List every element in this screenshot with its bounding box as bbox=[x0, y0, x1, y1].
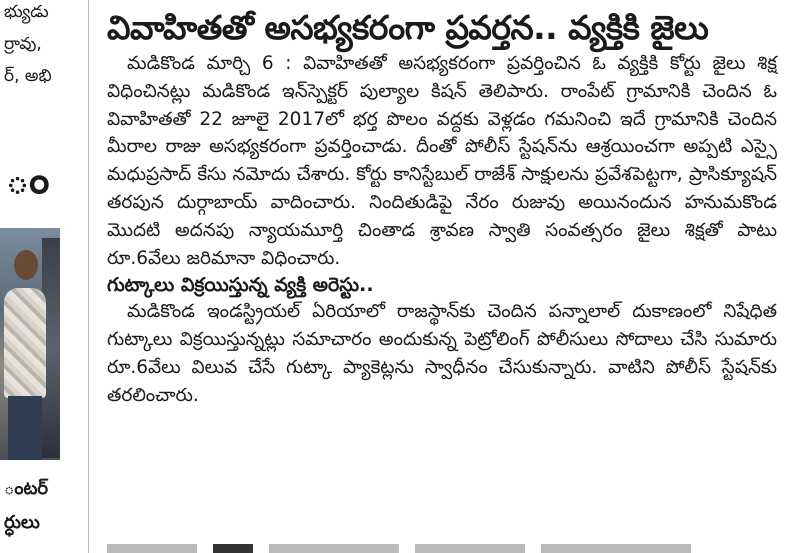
photo-person-shirt bbox=[4, 288, 46, 398]
photo-person-jeans bbox=[8, 396, 42, 460]
left-caption-fragment: ర్ధులు bbox=[4, 512, 40, 533]
news-article bbox=[107, 0, 777, 410]
article-headline: వివాహితతో అసభ్యకరంగా ప్రవర్తన.. వ్యక్తికి జైలు bbox=[107, 8, 709, 47]
left-text-fragment: భ్యుడు bbox=[4, 2, 49, 22]
article-paragraph: మడికొండ ఇండస్ట్రియల్ ఏరియాలో రాజస్థాన్‌కు చెందిన పన్నాలాల్ దుకాణంలో నిషేధిత గుట్కాలు విక్రయిస్తున్నట్లు సమాచారం అందుకున్న పెట్రోలింగ్ పోలీసులు సోదాలు చేసి సుమారు రూ.6వేలు విలువ చేసే గుట్కా ప్యాకెట్లను స్వాధీనం చేసుకున్నారు. వాటిని పోలీస్ స్టేషన్‌కు తరలించారు. bbox=[107, 301, 777, 406]
cropped-next-line bbox=[107, 540, 777, 553]
column-divider bbox=[88, 0, 89, 553]
left-headline-fragment: ం bbox=[6, 157, 50, 203]
left-caption-fragment: ంటర్ bbox=[4, 478, 49, 499]
photo-person-head bbox=[14, 250, 38, 280]
left-text-fragment: ర్, అభి bbox=[4, 66, 52, 86]
news-photo bbox=[0, 228, 60, 460]
adjacent-column-fragment bbox=[0, 0, 88, 553]
article-subheading: గుట్కాలు విక్రయిస్తున్న వ్యక్తి అరెస్టు.. bbox=[107, 274, 374, 297]
article-body bbox=[107, 50, 777, 410]
article-paragraph: మడికొండ మార్చి 6 : వివాహితతో అసభ్యకరంగా ప్రవర్తించిన ఓ వ్యక్తికి కోర్టు జైలు శిక్ష విధించినట్లు మడికొండ ఇన్‌స్పెక్టర్ పుల్యాల కిషన్ తెలిపారు. రాంపేట్ గ్రామానికి చెందిన ఓ వివాహితతో 22 జూలై 2017లో భర్త పొలం వద్దకు వెళ్లడం గమనించి ఇదే గ్రామానికి చెందిన మీరాల రాజు అసభ్యకరంగా ప్రవర్తించాడు. దీంతో పోలీస్ స్టేషన్‌ను ఆశ్రయించగా అప్పటి ఎస్సై మధుప్రసాద్ కేసు నమోదు చేశారు. కోర్టు కానిస్టేబుల్ రాజేశ్ సాక్షులను ప్రవేశపెట్టగా, ప్రాసిక్యూషన్ తరపున దుర్గాబాయ్ వాదించారు. నిందితుడిపై నేరం రుజువు అయినందున హనుమకొండ మొదటి అదనపు న్యాయమూర్తి చింతాడ శ్రావణ స్వాతి సంవత్సరం జైలు శిక్షతో పాటు రూ.6వేలు జరిమానా విధించారు. bbox=[107, 53, 777, 269]
left-text-fragment: ర్రావు, bbox=[4, 34, 42, 54]
